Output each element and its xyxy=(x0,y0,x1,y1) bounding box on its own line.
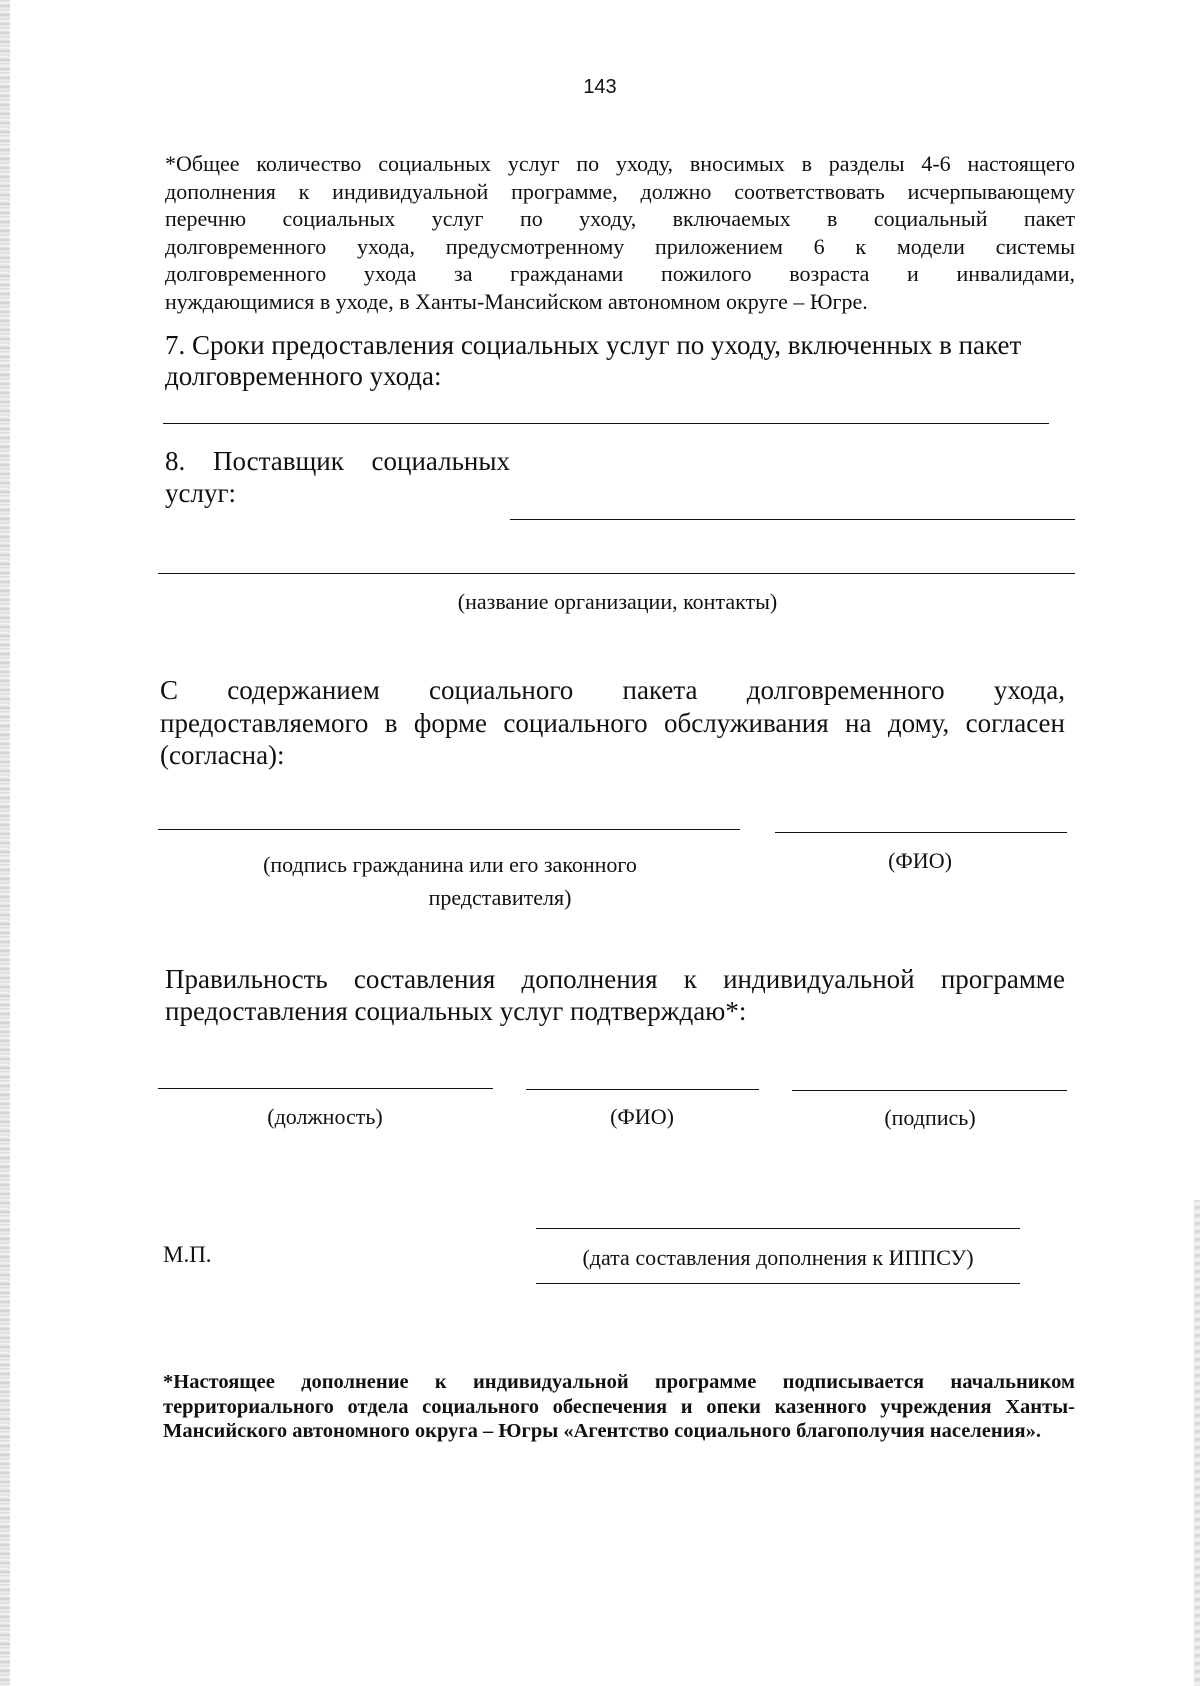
section-7-line: долговременного ухода: xyxy=(165,361,442,391)
section-7-title xyxy=(165,330,1065,392)
section-8-line: 8. Поставщик социальных xyxy=(165,446,510,476)
note-top-line: нуждающимися в уходе, в Ханты-Мансийском автономном округе – Югре. xyxy=(165,288,868,314)
stamp-label: М.П. xyxy=(163,1242,212,1267)
scan-edge-right xyxy=(1194,1200,1200,1686)
confirmation-line: Правильность составления дополнения к индивидуальной программе xyxy=(165,964,1065,994)
footnote-line: Мансийского автономного округа – Югры «Агентство социального благополучия населения». xyxy=(163,1420,1041,1442)
provider-field-line-2[interactable] xyxy=(158,573,1075,574)
position-caption: (должность) xyxy=(267,1104,383,1129)
note-top-line: долговременного ухода за гражданами пожилого возраста и инвалидами, xyxy=(165,261,1075,287)
citizen-signature-caption-line: (подпись гражданина или его законного xyxy=(263,852,637,877)
confirmation-line: предоставления социальных услуг подтверждаю*: xyxy=(165,996,747,1026)
footnote-line: территориального отдела социального обеспечения и опеки казенного учреждения Ханты- xyxy=(163,1395,1075,1418)
agreement-line: предоставляемого в форме социального обслуживания на дому, согласен xyxy=(160,707,1065,738)
agreement-line: (согласна): xyxy=(160,740,285,770)
section-7-terms-field[interactable] xyxy=(163,423,1049,424)
date-field[interactable] xyxy=(536,1228,1020,1229)
note-top xyxy=(165,150,1075,316)
official-signature-field[interactable] xyxy=(792,1090,1067,1091)
section-8-line: услуг: xyxy=(165,478,237,508)
citizen-fio-field[interactable] xyxy=(775,832,1067,833)
official-signature-caption: (подпись) xyxy=(884,1105,976,1130)
page-number: 143 xyxy=(583,76,617,98)
agreement-text xyxy=(160,674,1065,772)
citizen-signature-field[interactable] xyxy=(158,829,740,830)
footnote xyxy=(163,1370,1075,1444)
position-field[interactable] xyxy=(158,1088,493,1089)
note-top-line: *Общее количество социальных услуг по уходу, вносимых в разделы 4-6 настоящего xyxy=(165,151,1075,176)
provider-field-line-1[interactable] xyxy=(510,519,1075,520)
note-top-line: перечню социальных услуг по уходу, включаемых в социальный пакет xyxy=(165,206,1075,232)
note-top-line: долговременного ухода, предусмотренному приложением 6 к модели системы xyxy=(165,233,1075,259)
section-8-title xyxy=(165,445,510,509)
citizen-signature-caption xyxy=(200,848,700,914)
confirmation-text xyxy=(165,963,1065,1027)
footnote-line: *Настоящее дополнение к индивидуальной программе подписывается начальником xyxy=(163,1371,1075,1393)
official-fio-field[interactable] xyxy=(526,1089,759,1090)
note-top-line: дополнения к индивидуальной программе, должно соответствовать исчерпывающему xyxy=(165,178,1075,204)
citizen-signature-caption-line: представителя) xyxy=(428,885,572,910)
official-fio-caption: (ФИО) xyxy=(610,1104,674,1129)
citizen-fio-caption: (ФИО) xyxy=(888,848,952,873)
date-caption: (дата составления дополнения к ИППСУ) xyxy=(582,1245,974,1270)
scan-edge-left xyxy=(0,0,10,1686)
agreement-line: С содержанием социального пакета долговременного ухода, xyxy=(160,675,1065,705)
org-caption: (название организации, контакты) xyxy=(457,589,778,614)
section-7-line: 7. Сроки предоставления социальных услуг по уходу, включенных в пакет xyxy=(165,330,1022,360)
date-underline xyxy=(536,1283,1020,1284)
